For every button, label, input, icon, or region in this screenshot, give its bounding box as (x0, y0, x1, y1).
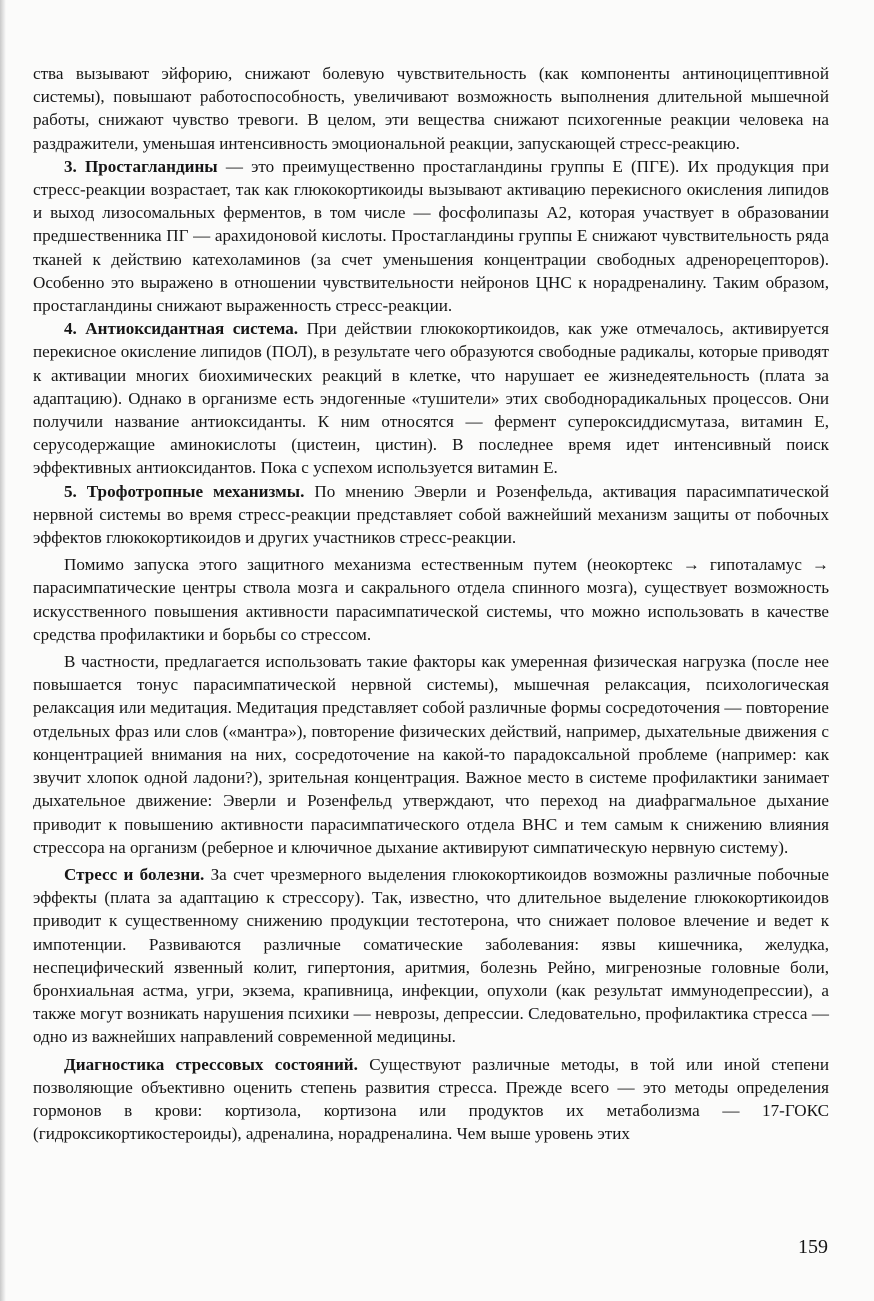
paragraph-text: Существуют различные методы, в той или иной степени позволяющие объективно оценить степень развития стресса. Прежде всего — это методы определения гормонов в крови: кортизола, кортизона или продуктов их метаболизма — 17-ГОКС (гидроксикортикостероиды), адреналина, норадреналина. Чем выше уровень этих (33, 1054, 829, 1144)
paragraph-text: По мнению Эверли и Розенфельда, активация парасимпатической нервной системы во время стресс-реакции представляет собой важнейший механизм защиты от побочных эффектов глюкокортикоидов и других участников стресс-реакции. (33, 481, 829, 548)
paragraph-text: За счет чрезмерного выделения глюкокортикоидов возможны различные побочные эффекты (плата за адаптацию к стрессору). Так, известно, что длительное выделение глюкокортикоидов приводит к существенному снижению продукции тестотерона, что снижает половое влечение и ведет к импотенции. Развиваются различные соматические заболевания: язвы кишечника, желудка, неспецифический язвенный колит, гипертония, аритмия, болезнь Рейно, мигренозные головные боли, бронхиальная астма, угри, экзема, крапивница, инфекции, опухоли (как результат иммунодепрессии), а также могут возникать нарушения психики — неврозы, депрессии. Следовательно, профилактика стресса — одно из важнейших направлений современной медицины. (33, 864, 829, 1047)
right-arrow-icon: → (811, 555, 829, 575)
paragraph-antioxidant-system (33, 317, 829, 479)
paragraph-text: В частности, предлагается использовать такие факторы как умеренная физическая нагрузка (после нее повышается тонус парасимпатической нервной системы), мышечная релаксация, психологическая релаксация или медитация. Медитация представляет собой различные формы сосредоточения — повторение отдельных фраз или слов («мантра»), повторение физических действий, например, дыхательные движения с концентрацией внимания на них, сосредоточение на какой-то парадоксальной проблеме (например: как звучит хлопок одной ладони?), зрительная концентрация. Важное место в системе профилактики занимает дыхательное движение: Эверли и Розенфельд утверждают, что переход на диафрагмальное дыхание приводит к повышению активности парасимпатического отдела ВНС и тем самым к снижению влияния стрессора на организм (реберное и ключичное дыхание активируют симпатическую нервную систему). (33, 652, 829, 857)
page-edge-shadow (0, 0, 6, 1301)
paragraph-heading: 4. Антиоксидантная система. (64, 319, 299, 339)
paragraph-text: При действии глюкокортикоидов, как уже отмечалось, активируется перекисное окисление липидов (ПОЛ), в результате чего образуются свободные радикалы, которые приводят к активации многих биохимических реакций в клетке, что нарушает ее жизнедеятельность (плата за адаптацию). Однако в организме есть эндогенные «тушители» этих свободнорадикальных процессов. Они получили название антиоксиданты. К ним относятся — фермент супероксиддисмутаза, витамин Е, серусодержащие аминокислоты (цистеин, цистин). В последнее время идет интенсивный поиск эффективных антиоксидантов. Пока с успехом используется витамин Е. (33, 319, 829, 478)
paragraph-text: — это преимущественно простагландины группы Е (ПГЕ). Их продукция при стресс-реакции возрастает, так как глюкокортикоиды вызывают активацию перекисного окисления липидов и выход лизосомальных ферментов, в том числе — фосфолипазы А2, которая участвует в образовании предшественника ПГ — арахидоновой кислоты. Простагландины группы Е снижают чувствительность ряда тканей к действию катехоламинов (за счет уменьшения концентрации свободных адренорецепторов). Особенно это выражено в отношении чувствительности нейронов ЦНС к норадреналину. Таким образом, простагландины снижают выраженность стресс-реакции. (33, 156, 829, 316)
paragraph-text: парасимпатические центры ствола мозга и сакрального отдела спинного мозга), существует возможность искусственного повышения активности парасимпатической системы, что можно использовать в качестве средства профилактики и борьбы со стрессом. (33, 578, 829, 644)
body-text (33, 62, 829, 1145)
page-number: 159 (798, 1236, 828, 1258)
paragraph-text: гипоталамус (699, 555, 812, 575)
paragraph-text: Помимо запуска этого защитного механизма естественным путем (неокортекс (64, 555, 683, 575)
paragraph-stress-and-diseases (33, 863, 829, 1049)
paragraph-heading: 3. Простагландины (64, 156, 218, 176)
paragraph-heading: Диагностика стрессовых состояний. (64, 1054, 358, 1074)
paragraph-trophotropic-mechanisms (33, 480, 829, 550)
paragraph-text: ства вызывают эйфорию, снижают болевую чувствительность (как компоненты антиноцицептивной системы), повышают работоспособность, увеличивают возможность выполнения длительной мышечной работы, снижают чувство тревоги. В целом, эти вещества снижают психогенные реакции человека на раздражители, уменьшая интенсивность эмоциональной реакции, запускающей стресс-реакцию. (33, 64, 829, 153)
paragraph-stress-diagnostics (33, 1053, 829, 1146)
paragraph-continuation (33, 62, 829, 155)
paragraph-heading: 5. Трофотропные механизмы. (64, 481, 305, 501)
paragraph-prostaglandins (33, 155, 829, 317)
paragraph-meditation (33, 650, 829, 859)
right-arrow-icon: → (682, 555, 700, 575)
paragraph-heading: Стресс и болезни. (64, 864, 205, 884)
paragraph-protective-mechanism (33, 553, 829, 646)
